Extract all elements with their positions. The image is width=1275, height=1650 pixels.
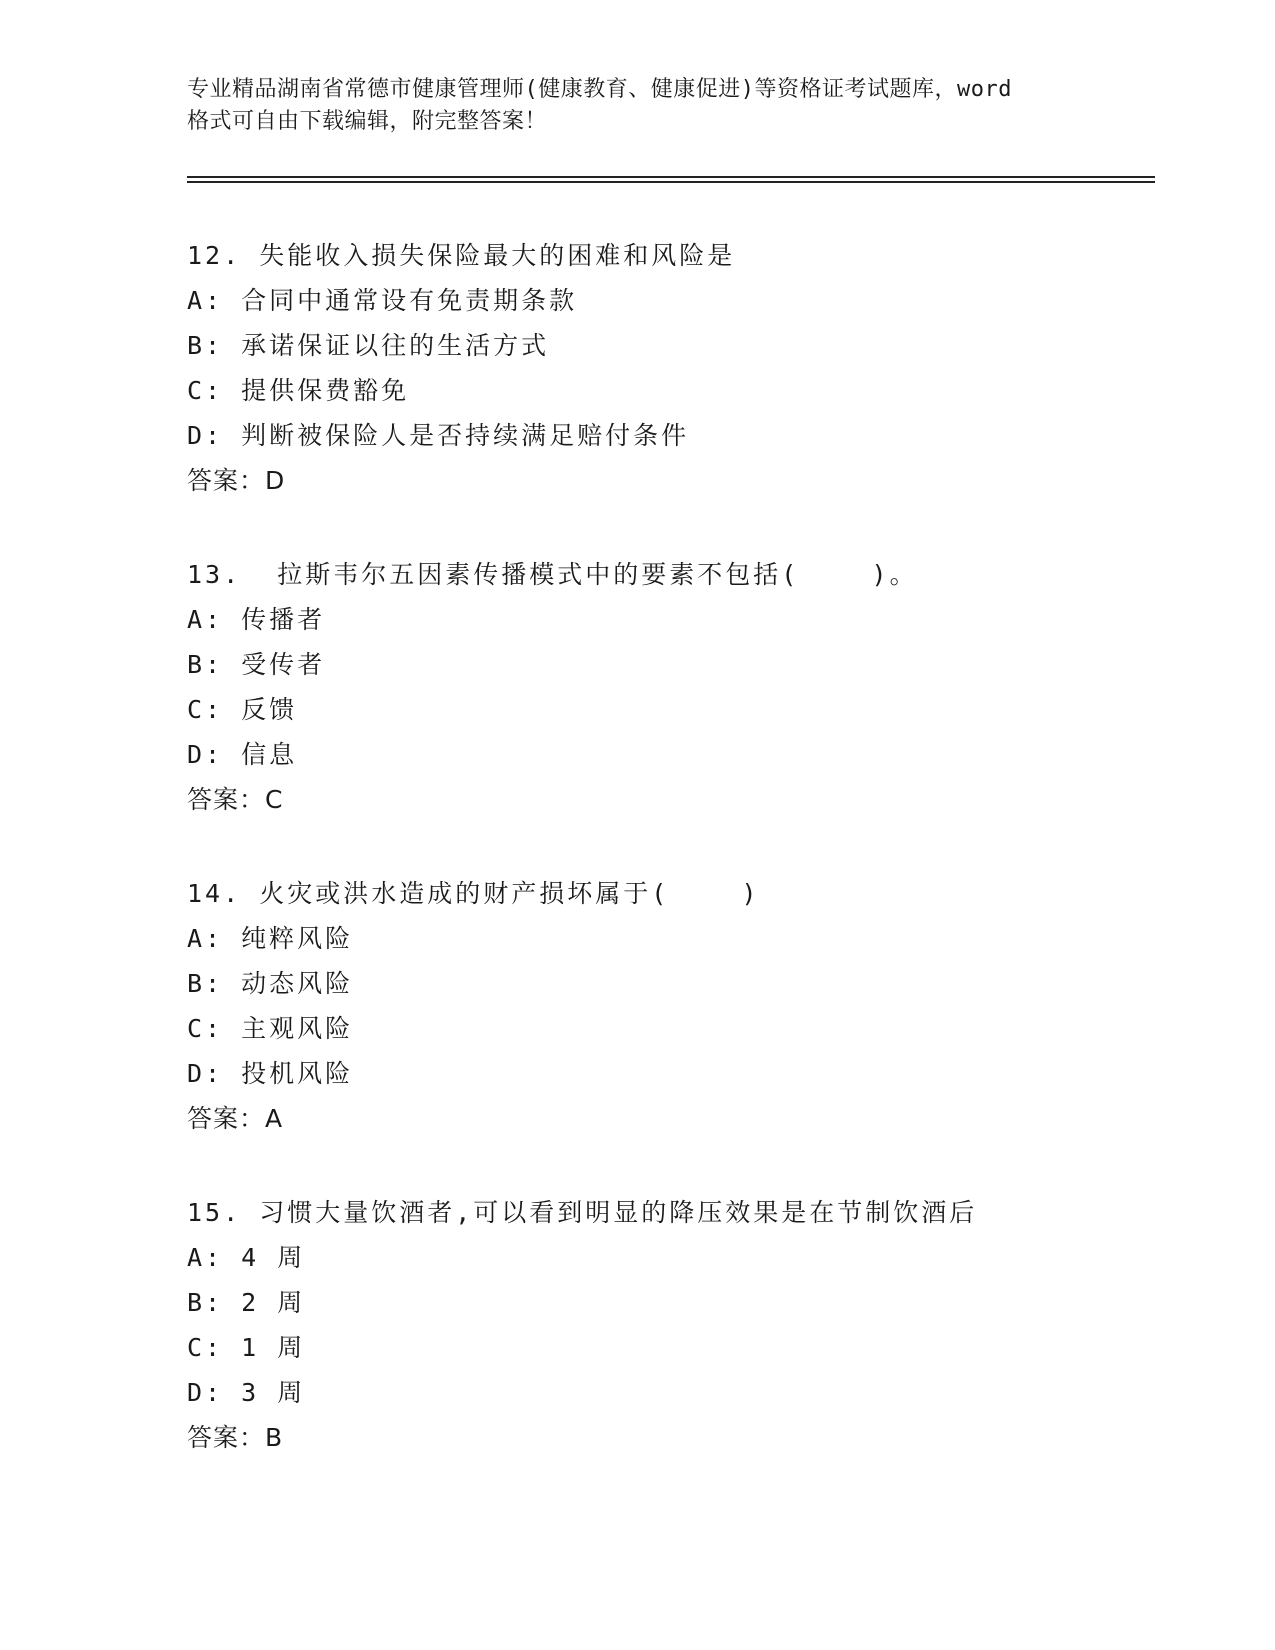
header-divider-bottom xyxy=(187,181,1155,183)
question-stem: 14. 火灾或洪水造成的财产损坏属于( ) xyxy=(187,879,760,908)
option-c: C: 反馈 xyxy=(187,695,298,724)
option-d: D: 投机风险 xyxy=(187,1059,354,1088)
question-stem: 12. 失能收入损失保险最大的困难和风险是 xyxy=(187,241,736,270)
answer-line: 答案：D xyxy=(187,466,286,495)
option-b: B: 受传者 xyxy=(187,650,326,679)
question-15 xyxy=(187,1190,1147,1460)
option-a: A: 纯粹风险 xyxy=(187,924,354,953)
answer-line: 答案：C xyxy=(187,785,284,814)
option-c: C: 提供保费豁免 xyxy=(187,376,410,405)
header-line-2: 格式可自由下载编辑，附完整答案！ xyxy=(187,109,548,134)
option-a: A: 4 周 xyxy=(187,1243,306,1272)
question-stem: 13. 拉斯韦尔五因素传播模式中的要素不包括( )。 xyxy=(187,560,918,589)
option-b: B: 2 周 xyxy=(187,1288,306,1317)
document-header xyxy=(187,74,1087,138)
question-stem: 15. 习惯大量饮酒者,可以看到明显的降压效果是在节制饮酒后 xyxy=(187,1198,978,1227)
question-13 xyxy=(187,552,1147,822)
header-divider-top xyxy=(187,176,1155,178)
option-d: D: 3 周 xyxy=(187,1378,306,1407)
option-c: C: 1 周 xyxy=(187,1333,306,1362)
answer-line: 答案：B xyxy=(187,1423,284,1452)
option-a: A: 传播者 xyxy=(187,605,326,634)
option-a: A: 合同中通常设有免责期条款 xyxy=(187,286,578,315)
option-d: D: 判断被保险人是否持续满足赔付条件 xyxy=(187,421,690,450)
option-c: C: 主观风险 xyxy=(187,1014,354,1043)
question-12 xyxy=(187,233,1147,503)
option-d: D: 信息 xyxy=(187,740,298,769)
option-b: B: 承诺保证以往的生活方式 xyxy=(187,331,550,360)
header-line-1: 专业精品湖南省常德市健康管理师(健康教育、健康促进)等资格证考试题库，word xyxy=(187,77,1012,102)
option-b: B: 动态风险 xyxy=(187,969,354,998)
answer-line: 答案：A xyxy=(187,1104,284,1133)
question-14 xyxy=(187,871,1147,1141)
